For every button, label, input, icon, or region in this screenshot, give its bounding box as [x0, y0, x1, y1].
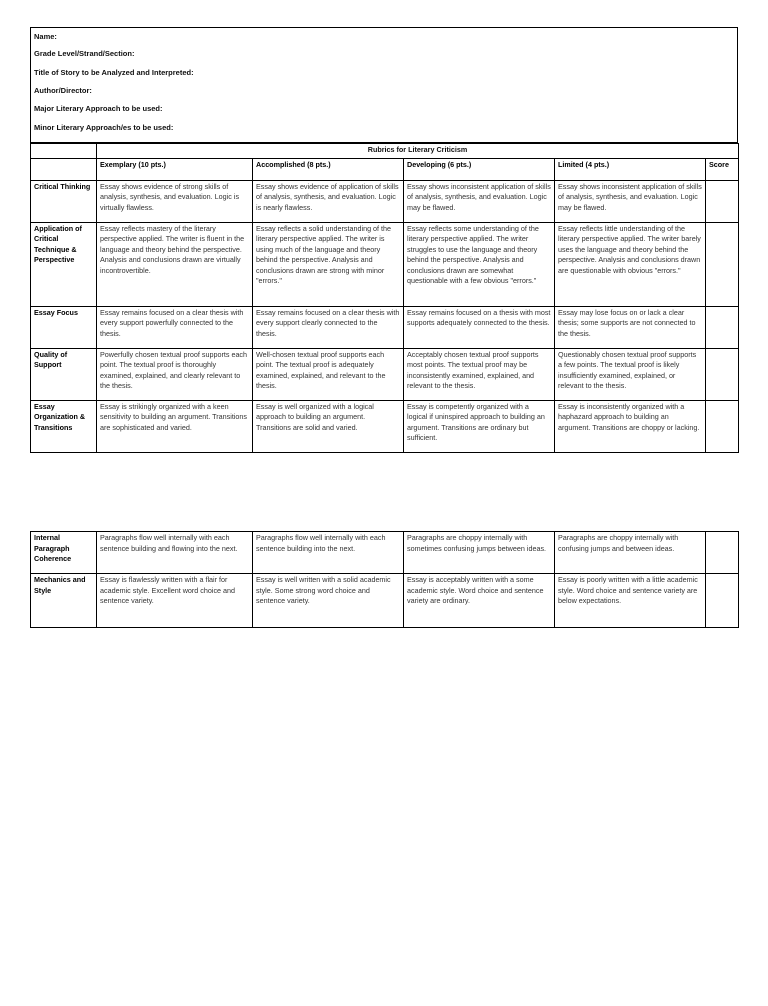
criterion-cell: Mechanics and Style: [31, 574, 97, 628]
developing-cell: Acceptably chosen textual proof supports most points. The textual proof may be inconsistently examined, explained, and relevant to the thesis.: [404, 348, 555, 400]
limited-cell: Essay is inconsistently organized with a haphazard approach to building an argument. Transitions are choppy or lacking.: [555, 400, 706, 452]
exemplary-cell: Paragraphs flow well internally with each sentence building and flowing into the next.: [97, 532, 253, 574]
rubric-header-row: [31, 158, 739, 180]
score-cell[interactable]: [706, 574, 739, 628]
developing-cell: Essay reflects some understanding of the literary perspective applied. The writer struggles to use the language and theory behind the perspective. Analysis and conclusions drawn are somewhat questionable with a few obvious "errors.": [404, 222, 555, 306]
table-row: [31, 306, 739, 348]
accomplished-cell: Essay is well written with a solid academic style. Some strong word choice and sentence variety.: [253, 574, 404, 628]
table-row: [31, 574, 739, 628]
rubric-title-row: [31, 144, 739, 159]
major-approach-field-label: Major Literary Approach to be used:: [34, 104, 163, 113]
score-cell[interactable]: [706, 222, 739, 306]
student-info-box: [30, 27, 738, 143]
limited-cell: Paragraphs are choppy internally with confusing jumps and between ideas.: [555, 532, 706, 574]
accomplished-cell: Essay shows evidence of application of skills of analysis, synthesis, and evaluation. Logic is nearly flawless.: [253, 180, 404, 222]
criterion-header: [31, 158, 97, 180]
limited-cell: Essay shows inconsistent application of skills of analysis, synthesis, and evaluation. Logic may be flawed.: [555, 180, 706, 222]
score-header: Score: [706, 158, 739, 180]
exemplary-cell: Essay remains focused on a clear thesis with every support powerfully connected to the thesis.: [97, 306, 253, 348]
rubric-title: Rubrics for Literary Criticism: [97, 144, 739, 159]
score-cell[interactable]: [706, 180, 739, 222]
developing-cell: Essay is competently organized with a logical if uninspired approach to building an argument. Transitions are ordinary but sufficient.: [404, 400, 555, 452]
exemplary-cell: Essay shows evidence of strong skills of analysis, synthesis, and evaluation. Logic is virtually flawless.: [97, 180, 253, 222]
criterion-cell: Quality of Support: [31, 348, 97, 400]
story-title-field-label: Title of Story to be Analyzed and Interpreted:: [34, 68, 194, 77]
exemplary-cell: Essay is flawlessly written with a flair for academic style. Excellent word choice and sentence variety.: [97, 574, 253, 628]
limited-header: Limited (4 pts.): [555, 158, 706, 180]
developing-cell: Essay shows inconsistent application of skills of analysis, synthesis, and evaluation. Logic may be flawed.: [404, 180, 555, 222]
rubric-table: [30, 143, 739, 453]
author-field-label: Author/Director:: [34, 86, 92, 95]
criterion-cell: Critical Thinking: [31, 180, 97, 222]
limited-cell: Essay is poorly written with a little academic style. Word choice and sentence variety are below expectations.: [555, 574, 706, 628]
exemplary-cell: Essay reflects mastery of the literary perspective applied. The writer is fluent in the language and theory behind the perspective. Analysis and conclusions drawn are virtually incontrovertible.: [97, 222, 253, 306]
developing-cell: Essay is acceptably written with a some academic style. Word choice and sentence variety are ordinary.: [404, 574, 555, 628]
limited-cell: Essay reflects little understanding of the literary perspective applied. The writer barely uses the language and theory behind the perspective. Analysis and conclusions drawn are questionable with obvious "errors.": [555, 222, 706, 306]
exemplary-cell: Essay is strikingly organized with a keen sensitivity to building an argument. Transitions are sophisticated and varied.: [97, 400, 253, 452]
table-row: [31, 348, 739, 400]
rubric-title-spacer: [31, 144, 97, 159]
limited-cell: Questionably chosen textual proof supports a few points. The textual proof is likely insufficiently examined, explained, or relevant to the thesis.: [555, 348, 706, 400]
table-row: [31, 222, 739, 306]
developing-cell: Paragraphs are choppy internally with sometimes confusing jumps between ideas.: [404, 532, 555, 574]
accomplished-header: Accomplished (8 pts.): [253, 158, 404, 180]
limited-cell: Essay may lose focus on or lack a clear thesis; some supports are not connected to the thesis.: [555, 306, 706, 348]
criterion-cell: Essay Focus: [31, 306, 97, 348]
table-row: [31, 532, 739, 574]
accomplished-cell: Essay is well organized with a logical approach to building an argument. Transitions are solid and varied.: [253, 400, 404, 452]
score-cell[interactable]: [706, 306, 739, 348]
grade-level-field-label: Grade Level/Strand/Section:: [34, 49, 135, 58]
criterion-cell: Essay Organization & Transitions: [31, 400, 97, 452]
score-cell[interactable]: [706, 400, 739, 452]
accomplished-cell: Essay remains focused on a clear thesis with every support clearly connected to the thesis.: [253, 306, 404, 348]
table-row: [31, 400, 739, 452]
accomplished-cell: Well-chosen textual proof supports each point. The textual proof is adequately examined, explained, and relevant to the thesis.: [253, 348, 404, 400]
exemplary-header: Exemplary (10 pts.): [97, 158, 253, 180]
exemplary-cell: Powerfully chosen textual proof supports each point. The textual proof is thoroughly examined, explained, and clearly relevant to the thesis.: [97, 348, 253, 400]
developing-header: Developing (6 pts.): [404, 158, 555, 180]
score-cell[interactable]: [706, 348, 739, 400]
criterion-cell: Application of Critical Technique & Perspective: [31, 222, 97, 306]
criterion-cell: Internal Paragraph Coherence: [31, 532, 97, 574]
score-cell[interactable]: [706, 532, 739, 574]
developing-cell: Essay remains focused on a thesis with most supports adequately connected to the thesis.: [404, 306, 555, 348]
minor-approach-field-label: Minor Literary Approach/es to be used:: [34, 123, 174, 132]
name-field-label: Name:: [34, 32, 57, 41]
accomplished-cell: Paragraphs flow well internally with each sentence building into the next.: [253, 532, 404, 574]
accomplished-cell: Essay reflects a solid understanding of the literary perspective applied. The writer is using much of the language and theory behind the perspective. Analysis and conclusions drawn are strong with minor "errors.": [253, 222, 404, 306]
table-row: [31, 180, 739, 222]
rubric-table-continued: [30, 531, 739, 628]
